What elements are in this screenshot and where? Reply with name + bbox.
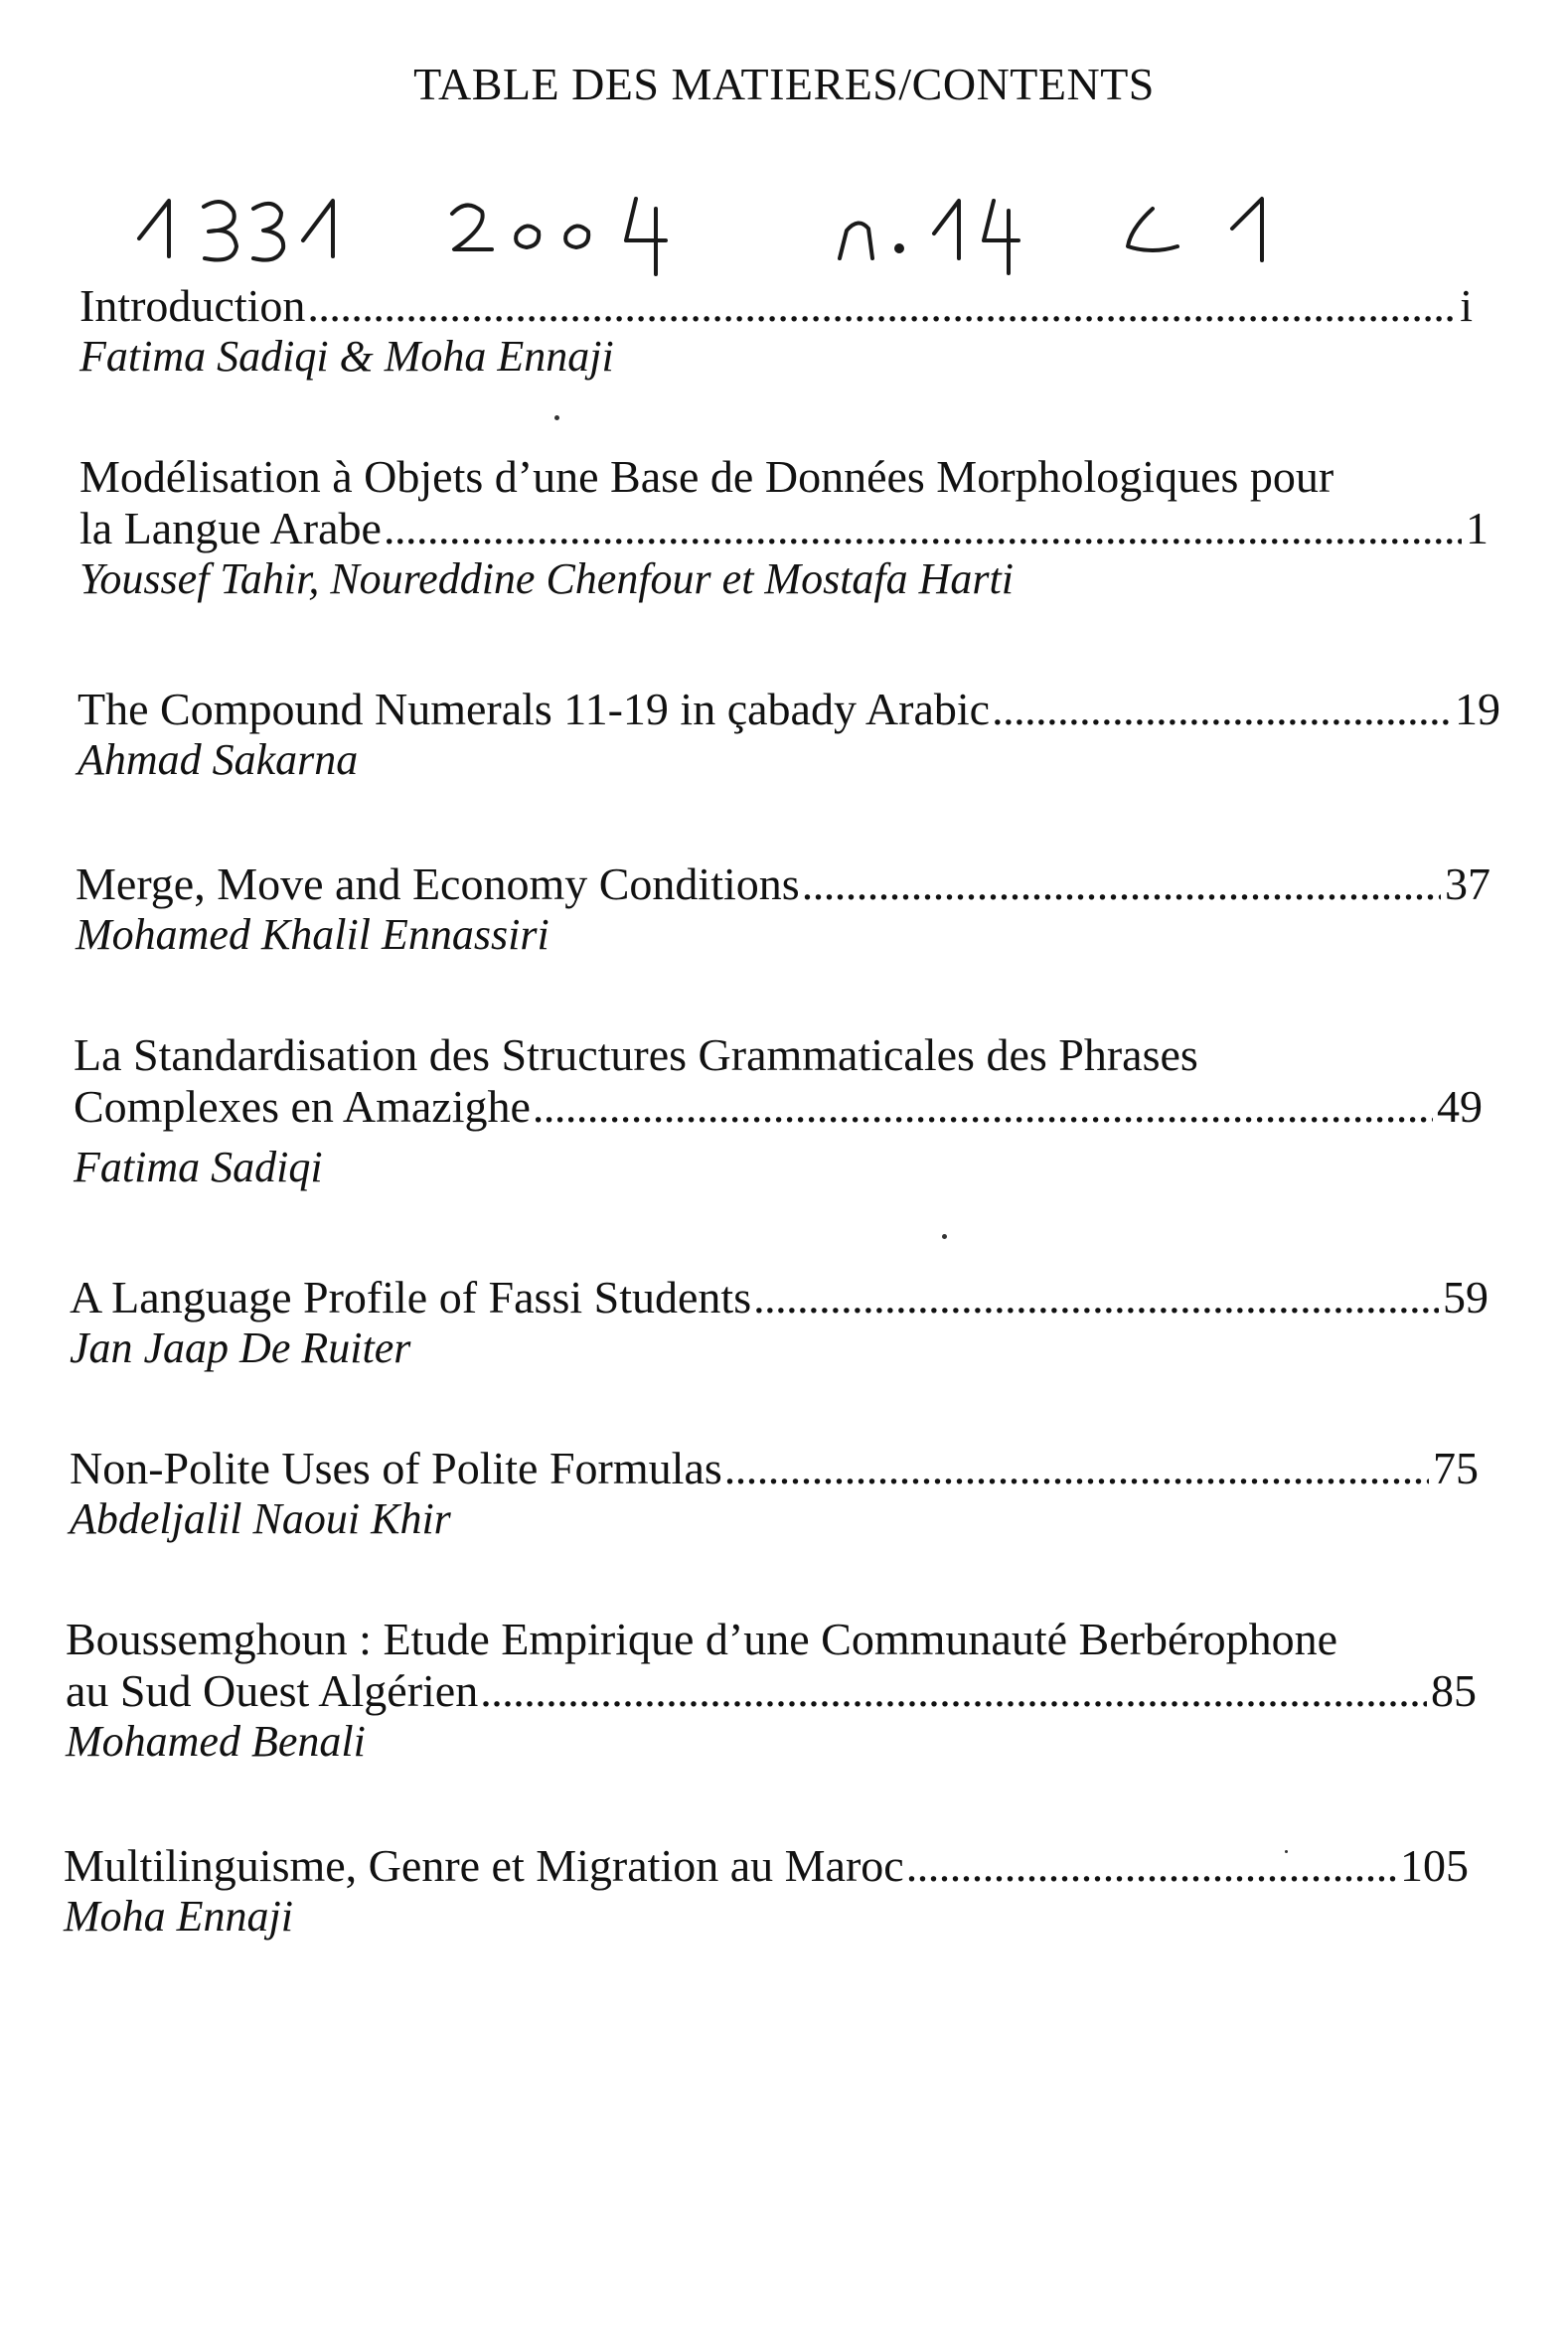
toc-entry (0, 858, 1568, 960)
scan-speck (1285, 1850, 1288, 1853)
toc-entry (0, 1614, 1568, 1767)
toc-entry (0, 280, 1568, 382)
entry-author: Moha Ennaji (64, 1892, 293, 1941)
entry-author: Jan Jaap De Ruiter (70, 1323, 411, 1372)
entry-author: Mohamed Benali (66, 1717, 366, 1766)
dot-leader (753, 1272, 1439, 1323)
entry-title: A Language Profile of Fassi Students (70, 1272, 752, 1322)
page-number: 49 (1437, 1081, 1483, 1132)
toc-entry (0, 1840, 1568, 1942)
entry-title-continued: au Sud Ouest Algérien (66, 1665, 479, 1716)
dot-leader (802, 858, 1441, 910)
entry-title-continued: Complexes en Amazighe (74, 1081, 531, 1132)
entry-title: Merge, Move and Economy Conditions (76, 858, 800, 909)
dot-leader (307, 280, 1456, 332)
entry-title: Non-Polite Uses of Polite Formulas (70, 1443, 722, 1493)
page-number: 19 (1455, 684, 1500, 734)
dot-leader (906, 1840, 1396, 1892)
dot-leader (992, 684, 1451, 735)
page-number: i (1460, 280, 1473, 331)
entry-title: Boussemghoun : Etude Empirique d’une Communauté Berbérophone (66, 1614, 1338, 1664)
toc-entry (0, 1029, 1568, 1192)
entry-author: Abdeljalil Naoui Khir (70, 1494, 451, 1543)
toc-entry (0, 1272, 1568, 1373)
page-number: 59 (1443, 1272, 1489, 1322)
dot-leader (533, 1081, 1433, 1133)
entry-title-continued: la Langue Arabe (79, 503, 382, 553)
page-number: 105 (1400, 1840, 1469, 1891)
entry-author: Ahmad Sakarna (78, 735, 359, 784)
page-number: 85 (1431, 1665, 1477, 1716)
toc-entry (0, 1443, 1568, 1544)
scan-speck (942, 1234, 947, 1239)
entry-title: Introduction (79, 280, 306, 331)
toc-entry (0, 684, 1568, 785)
toc-entry (0, 451, 1568, 604)
scan-speck (554, 415, 559, 420)
entry-title: La Standardisation des Structures Grammaticales des Phrases (74, 1029, 1198, 1080)
entry-author: Fatima Sadiqi & Moha Ennaji (79, 332, 614, 381)
handwritten-catalog-note (129, 179, 1302, 288)
entry-author: Youssef Tahir, Noureddine Chenfour et Mostafa Harti (79, 554, 1015, 603)
entry-author: Mohamed Khalil Ennassiri (76, 910, 549, 959)
page-title: TABLE DES MATIERES/CONTENTS (413, 59, 1155, 109)
page-number: 1 (1466, 503, 1489, 553)
dot-leader (724, 1443, 1429, 1494)
dot-leader (480, 1665, 1427, 1717)
dot-leader (384, 503, 1462, 554)
entry-title: The Compound Numerals 11-19 in çabady Arabic (78, 684, 991, 734)
page-number: 37 (1445, 858, 1490, 909)
entry-title: Modélisation à Objets d’une Base de Données Morphologiques pour (79, 451, 1334, 502)
entry-title: Multilinguisme, Genre et Migration au Maroc (64, 1840, 904, 1891)
entry-author: Fatima Sadiqi (74, 1143, 323, 1191)
page-number: 75 (1433, 1443, 1479, 1493)
